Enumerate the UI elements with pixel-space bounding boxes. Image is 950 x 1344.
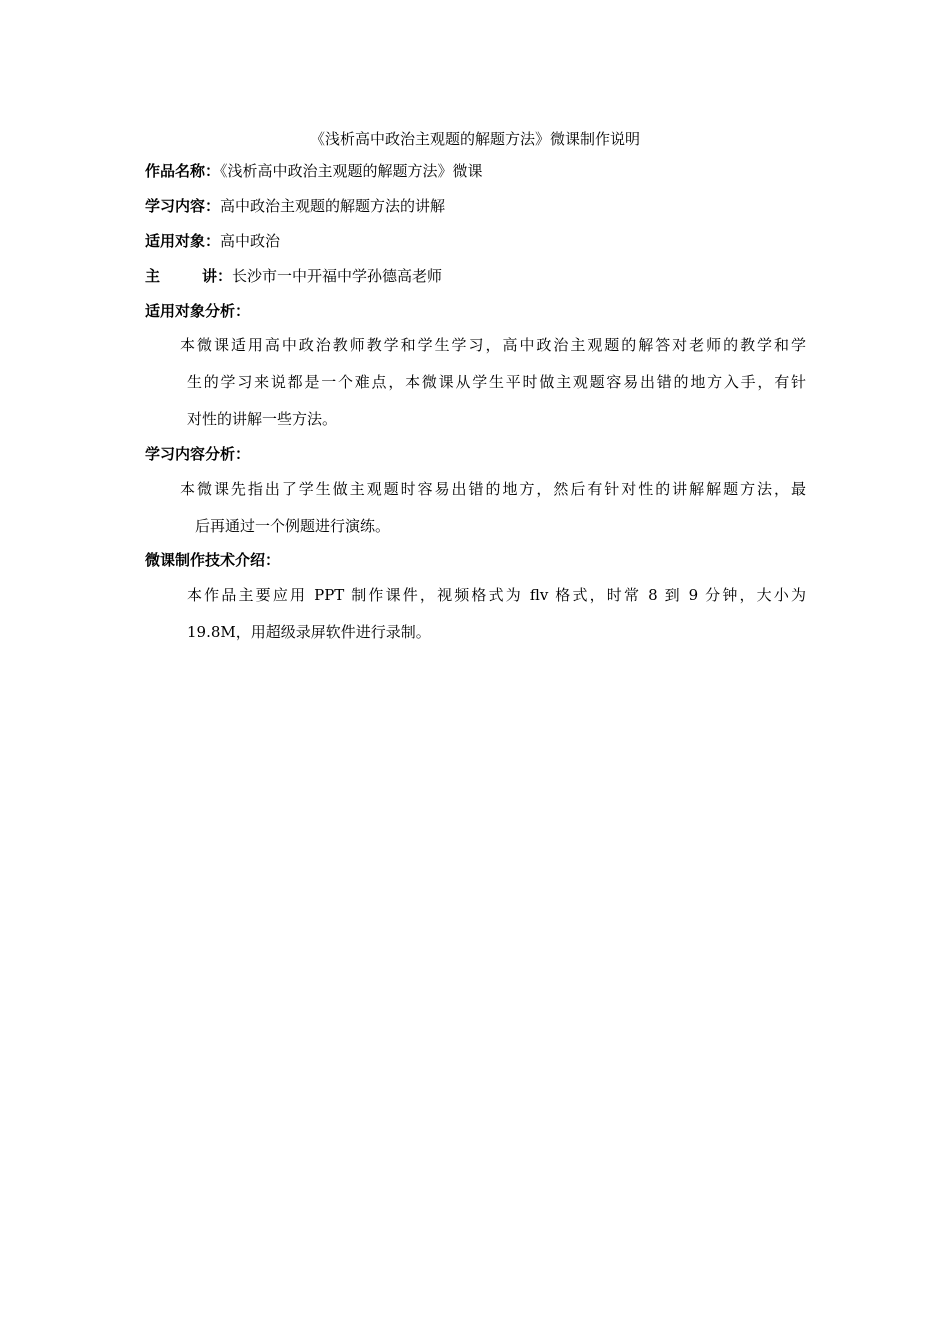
field-value: 高中政治主观题的解题方法的讲解 [220, 197, 446, 215]
document-title: 《浅析高中政治主观题的解题方法》微课制作说明 [309, 130, 640, 148]
field-value: 长沙市一中开福中学孙德高老师 [232, 267, 443, 285]
section-heading-tech-intro: 微课制作技术介绍： [145, 551, 281, 569]
field-value: 高中政治 [220, 232, 281, 250]
field-label: 学习内容： [145, 197, 221, 215]
field-label-part-1: 主 [145, 267, 161, 285]
paragraph-line: 后再通过一个例题进行演练。 [195, 517, 391, 535]
field-label: 适用对象： [145, 232, 221, 250]
paragraph-line: 本作品主要应用 PPT 制作课件，视频格式为 flv 格式，时常 8 到 9 分钟，大小为 [187, 586, 806, 604]
field-value: 《浅析高中政治主观题的解题方法》微课 [220, 162, 483, 180]
field-label-part-2: 讲： [202, 267, 233, 285]
field-work-name [145, 160, 825, 182]
section-body-audience-analysis [145, 334, 813, 434]
field-lecturer [145, 265, 825, 287]
paragraph-line: 对性的讲解一些方法。 [187, 410, 338, 428]
section-body-content-analysis [145, 478, 813, 538]
paragraph-line: 生的学习来说都是一个难点，本微课从学生平时做主观题容易出错的地方入手，有针 [187, 373, 806, 391]
field-learning-content [145, 195, 825, 217]
section-body-tech-intro [145, 584, 813, 644]
section-heading-audience-analysis: 适用对象分析： [145, 302, 251, 320]
field-audience [145, 230, 825, 252]
section-heading-content-analysis: 学习内容分析： [145, 445, 251, 463]
paragraph-line: 本微课先指出了学生做主观题时容易出错的地方，然后有针对性的讲解解题方法，最 [180, 480, 806, 498]
paragraph-line: 19.8M，用超级录屏软件进行录制。 [187, 623, 431, 641]
field-label: 作品名称： [145, 162, 221, 180]
paragraph-line: 本微课适用高中政治教师教学和学生学习，高中政治主观题的解答对老师的教学和学 [180, 336, 806, 354]
